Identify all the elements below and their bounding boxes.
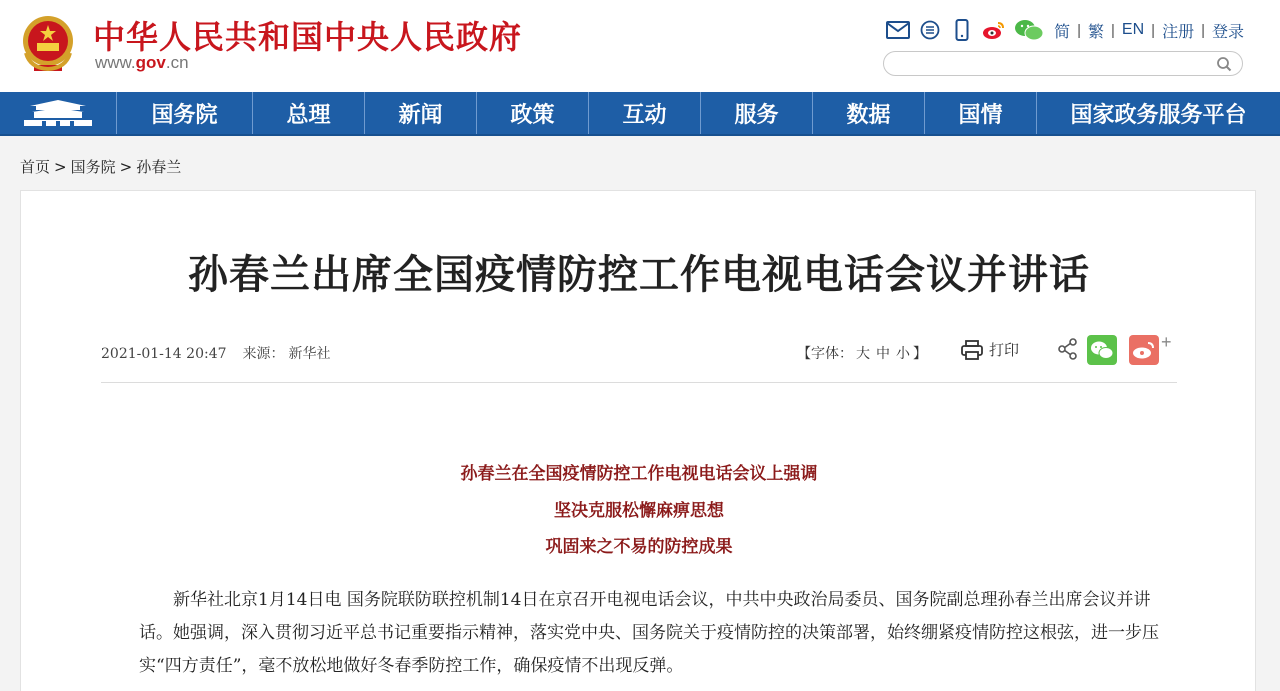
breadcrumb-separator: > — [119, 158, 133, 176]
separator: | — [1077, 21, 1081, 39]
separator: | — [1201, 21, 1205, 39]
top-tools — [886, 18, 1244, 42]
breadcrumb-separator: > — [54, 158, 67, 176]
publish-datetime: 2021-01-14 20:47 — [101, 346, 227, 362]
weibo-share-button[interactable] — [1129, 335, 1159, 365]
font-size-medium[interactable]: 中 — [876, 346, 890, 362]
site-header — [0, 0, 1280, 92]
domain-prefix: www. — [95, 53, 136, 72]
lang-traditional-link[interactable]: 繁 — [1088, 23, 1105, 41]
weibo-icon — [1132, 340, 1156, 360]
nav-item-data[interactable]: 数据 — [812, 92, 924, 134]
article-card — [20, 190, 1256, 691]
font-size-control — [797, 343, 927, 363]
source-name: 新华社 — [288, 346, 331, 362]
wechat-icon — [1090, 340, 1114, 360]
separator: | — [1151, 21, 1156, 39]
mail-icon[interactable] — [886, 18, 910, 42]
language-links — [1054, 19, 1244, 42]
nav-item-policy[interactable]: 政策 — [476, 92, 588, 134]
wechat-icon[interactable] — [1014, 18, 1044, 42]
search-icon[interactable] — [1216, 56, 1232, 72]
subtitle-line-3: 巩固来之不易的防控成果 — [545, 537, 733, 557]
article-meta — [101, 343, 347, 363]
source-label: 来源： — [242, 346, 285, 362]
tiananmen-logo-icon[interactable] — [0, 92, 116, 134]
share-icon[interactable] — [1057, 338, 1079, 360]
nav-item-news[interactable]: 新闻 — [364, 92, 476, 134]
lang-simplified-link[interactable]: 简 — [1054, 23, 1071, 41]
font-size-large[interactable]: 大 — [856, 346, 870, 362]
domain-brand: gov — [135, 53, 166, 72]
main-nav — [0, 92, 1280, 136]
nav-item-gov-service-platform[interactable]: 国家政务服务平台 — [1036, 92, 1280, 134]
nav-item-services[interactable]: 服务 — [700, 92, 812, 134]
print-icon — [961, 340, 983, 360]
breadcrumb — [20, 156, 185, 177]
print-button[interactable] — [961, 339, 1019, 360]
nav-item-state-council[interactable]: 国务院 — [116, 92, 252, 134]
divider — [101, 382, 1177, 383]
article-title: 孙春兰出席全国疫情防控工作电视电话会议并讲话 — [188, 252, 1090, 298]
register-link[interactable]: 注册 — [1162, 23, 1195, 41]
nav-item-premier[interactable]: 总理 — [252, 92, 364, 134]
domain-suffix: .cn — [165, 53, 189, 72]
rss-icon[interactable] — [918, 18, 942, 42]
separator: | — [1111, 21, 1115, 39]
font-label-open: 【字体： — [797, 346, 853, 362]
site-name[interactable]: 中华人民共和国中央人民政府 — [93, 18, 523, 56]
subtitle-line-1: 孙春兰在全国疫情防控工作电视电话会议上强调 — [460, 464, 818, 484]
font-size-small[interactable]: 小 — [896, 346, 910, 362]
font-label-close: 】 — [913, 346, 927, 362]
more-share-button[interactable]: + — [1161, 332, 1172, 352]
print-label: 打印 — [989, 341, 1020, 359]
article-paragraph: 新华社北京1月14日电 国务院联防联控机制14日在京召开电视电话会议，中共中央政治局委员、国务院副总理孙春兰出席会议并讲话。她强调，深入贯彻习近平总书记重要指示精神，落实党中央、国务院关于疫情防控的决策部署，始终绷紧疫情防控这根弦，进一步压实“四方责任”，毫不放松地做好冬春季防控工作，确保疫情不出现反弹。 — [139, 590, 1159, 676]
site-domain[interactable] — [95, 53, 189, 73]
mobile-icon[interactable] — [950, 18, 974, 42]
subtitle-line-2: 坚决克服松懈麻痹思想 — [554, 501, 724, 521]
breadcrumb-current[interactable]: 孙春兰 — [136, 158, 182, 176]
lang-english-link[interactable]: EN — [1121, 21, 1145, 38]
breadcrumb-home[interactable]: 首页 — [20, 158, 51, 176]
weibo-icon[interactable] — [982, 18, 1006, 42]
nav-item-interaction[interactable]: 互动 — [588, 92, 700, 134]
nav-item-national-info[interactable]: 国情 — [924, 92, 1036, 134]
breadcrumb-state-council[interactable]: 国务院 — [70, 158, 116, 176]
login-link[interactable]: 登录 — [1211, 23, 1244, 41]
wechat-share-button[interactable] — [1087, 335, 1117, 365]
search-box — [883, 51, 1243, 76]
search-input[interactable] — [896, 55, 1206, 73]
national-emblem-logo[interactable] — [20, 13, 76, 75]
